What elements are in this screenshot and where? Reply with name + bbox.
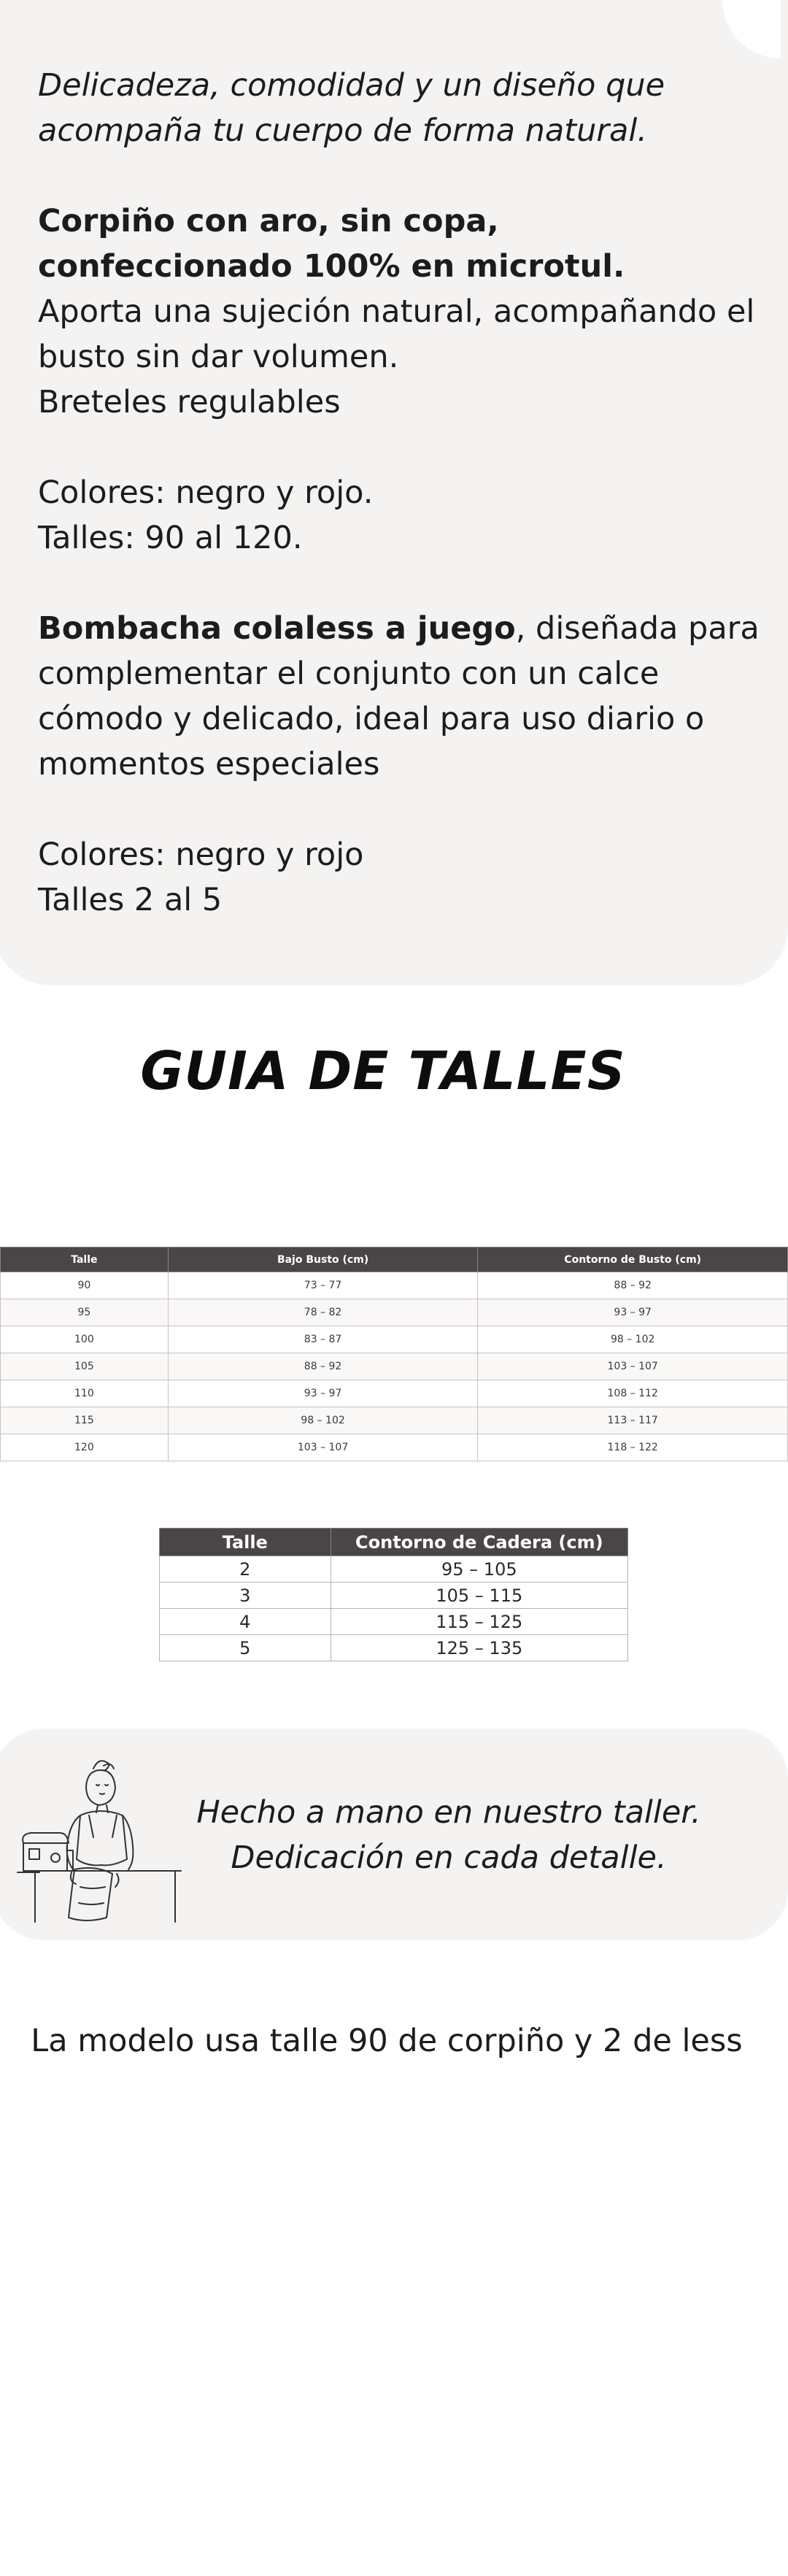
table-row <box>1 1407 788 1434</box>
model-size-note: La modelo usa talle 90 de corpiño y 2 de less <box>31 2023 743 2059</box>
table-row <box>160 1635 628 1661</box>
table-cell: 2 <box>160 1556 331 1583</box>
table-cell: 125 – 135 <box>331 1635 627 1661</box>
panty-text: , diseñada para complementar el conjunto con un calce cómodo y delicado, ideal para uso diario o momentos especiales <box>38 610 760 783</box>
table-cell: 95 – 105 <box>331 1556 627 1583</box>
table-header-row <box>1 1247 788 1272</box>
table-row <box>1 1353 788 1380</box>
panty-colors: Colores: negro y rojo <box>38 837 364 873</box>
table-row <box>1 1272 788 1299</box>
table-cell: 5 <box>160 1635 331 1661</box>
intro-text: Delicadeza, comodidad y un diseño que acompaña tu cuerpo de forma natural. <box>38 67 665 149</box>
table-cell: 118 – 122 <box>478 1434 788 1461</box>
handmade-text <box>182 1790 715 1880</box>
table-cell: 73 – 77 <box>168 1272 478 1299</box>
table-cell: 115 – 125 <box>331 1609 627 1635</box>
header-contorno-cadera: Contorno de Cadera (cm) <box>331 1529 627 1556</box>
table-cell: 78 – 82 <box>168 1299 478 1326</box>
table-row <box>1 1299 788 1326</box>
panty-size-table <box>159 1528 628 1661</box>
header-bajo-busto: Bajo Busto (cm) <box>168 1247 478 1272</box>
table-header-row <box>160 1529 628 1556</box>
table-cell: 108 – 112 <box>478 1380 788 1407</box>
size-guide-title: GUIA DE TALLES <box>140 1040 626 1101</box>
table-cell: 88 – 92 <box>478 1272 788 1299</box>
table-cell: 103 – 107 <box>168 1434 478 1461</box>
table-cell: 110 <box>1 1380 169 1407</box>
table-cell: 95 <box>1 1299 169 1326</box>
table-cell: 115 <box>1 1407 169 1434</box>
header-contorno-busto: Contorno de Busto (cm) <box>478 1247 788 1272</box>
bra-colors: Colores: negro y rojo. <box>38 474 374 511</box>
panty-paragraph <box>38 606 760 787</box>
table-row <box>1 1326 788 1353</box>
table-cell: 103 – 107 <box>478 1353 788 1380</box>
table-row <box>160 1583 628 1609</box>
panty-sizes: Talles 2 al 5 <box>38 882 223 918</box>
table-cell: 88 – 92 <box>168 1353 478 1380</box>
table-row <box>160 1556 628 1583</box>
handmade-line-2: Dedicación en cada detalle. <box>231 1839 667 1876</box>
table-cell: 93 – 97 <box>168 1380 478 1407</box>
bra-title: Corpiño con aro, sin copa, confeccionado 100% en microtul. <box>38 203 625 285</box>
table-cell: 93 – 97 <box>478 1299 788 1326</box>
table-cell: 3 <box>160 1583 331 1609</box>
table-row <box>160 1609 628 1635</box>
table-cell: 98 – 102 <box>478 1326 788 1353</box>
table-cell: 105 <box>1 1353 169 1380</box>
bra-size-table <box>0 1247 788 1461</box>
header-talle: Talle <box>1 1247 169 1272</box>
table-cell: 100 <box>1 1326 169 1353</box>
header-talle: Talle <box>160 1529 331 1556</box>
table-cell: 4 <box>160 1609 331 1635</box>
table-cell: 90 <box>1 1272 169 1299</box>
table-row <box>1 1380 788 1407</box>
table-row <box>1 1434 788 1461</box>
bra-sizes: Talles: 90 al 120. <box>38 520 303 556</box>
bra-text: Aporta una sujeción natural, acompañando el busto sin dar volumen. <box>38 293 755 375</box>
handmade-line-1: Hecho a mano en nuestro taller. <box>196 1794 701 1831</box>
product-description <box>38 63 760 923</box>
table-cell: 120 <box>1 1434 169 1461</box>
table-cell: 98 – 102 <box>168 1407 478 1434</box>
seamstress-sewing-illustration-icon <box>7 1748 193 1934</box>
bra-straps: Breteles regulables <box>38 384 341 420</box>
table-cell: 113 – 117 <box>478 1407 788 1434</box>
table-cell: 83 – 87 <box>168 1326 478 1353</box>
panty-title: Bombacha colaless a juego <box>38 610 516 647</box>
table-cell: 105 – 115 <box>331 1583 627 1609</box>
